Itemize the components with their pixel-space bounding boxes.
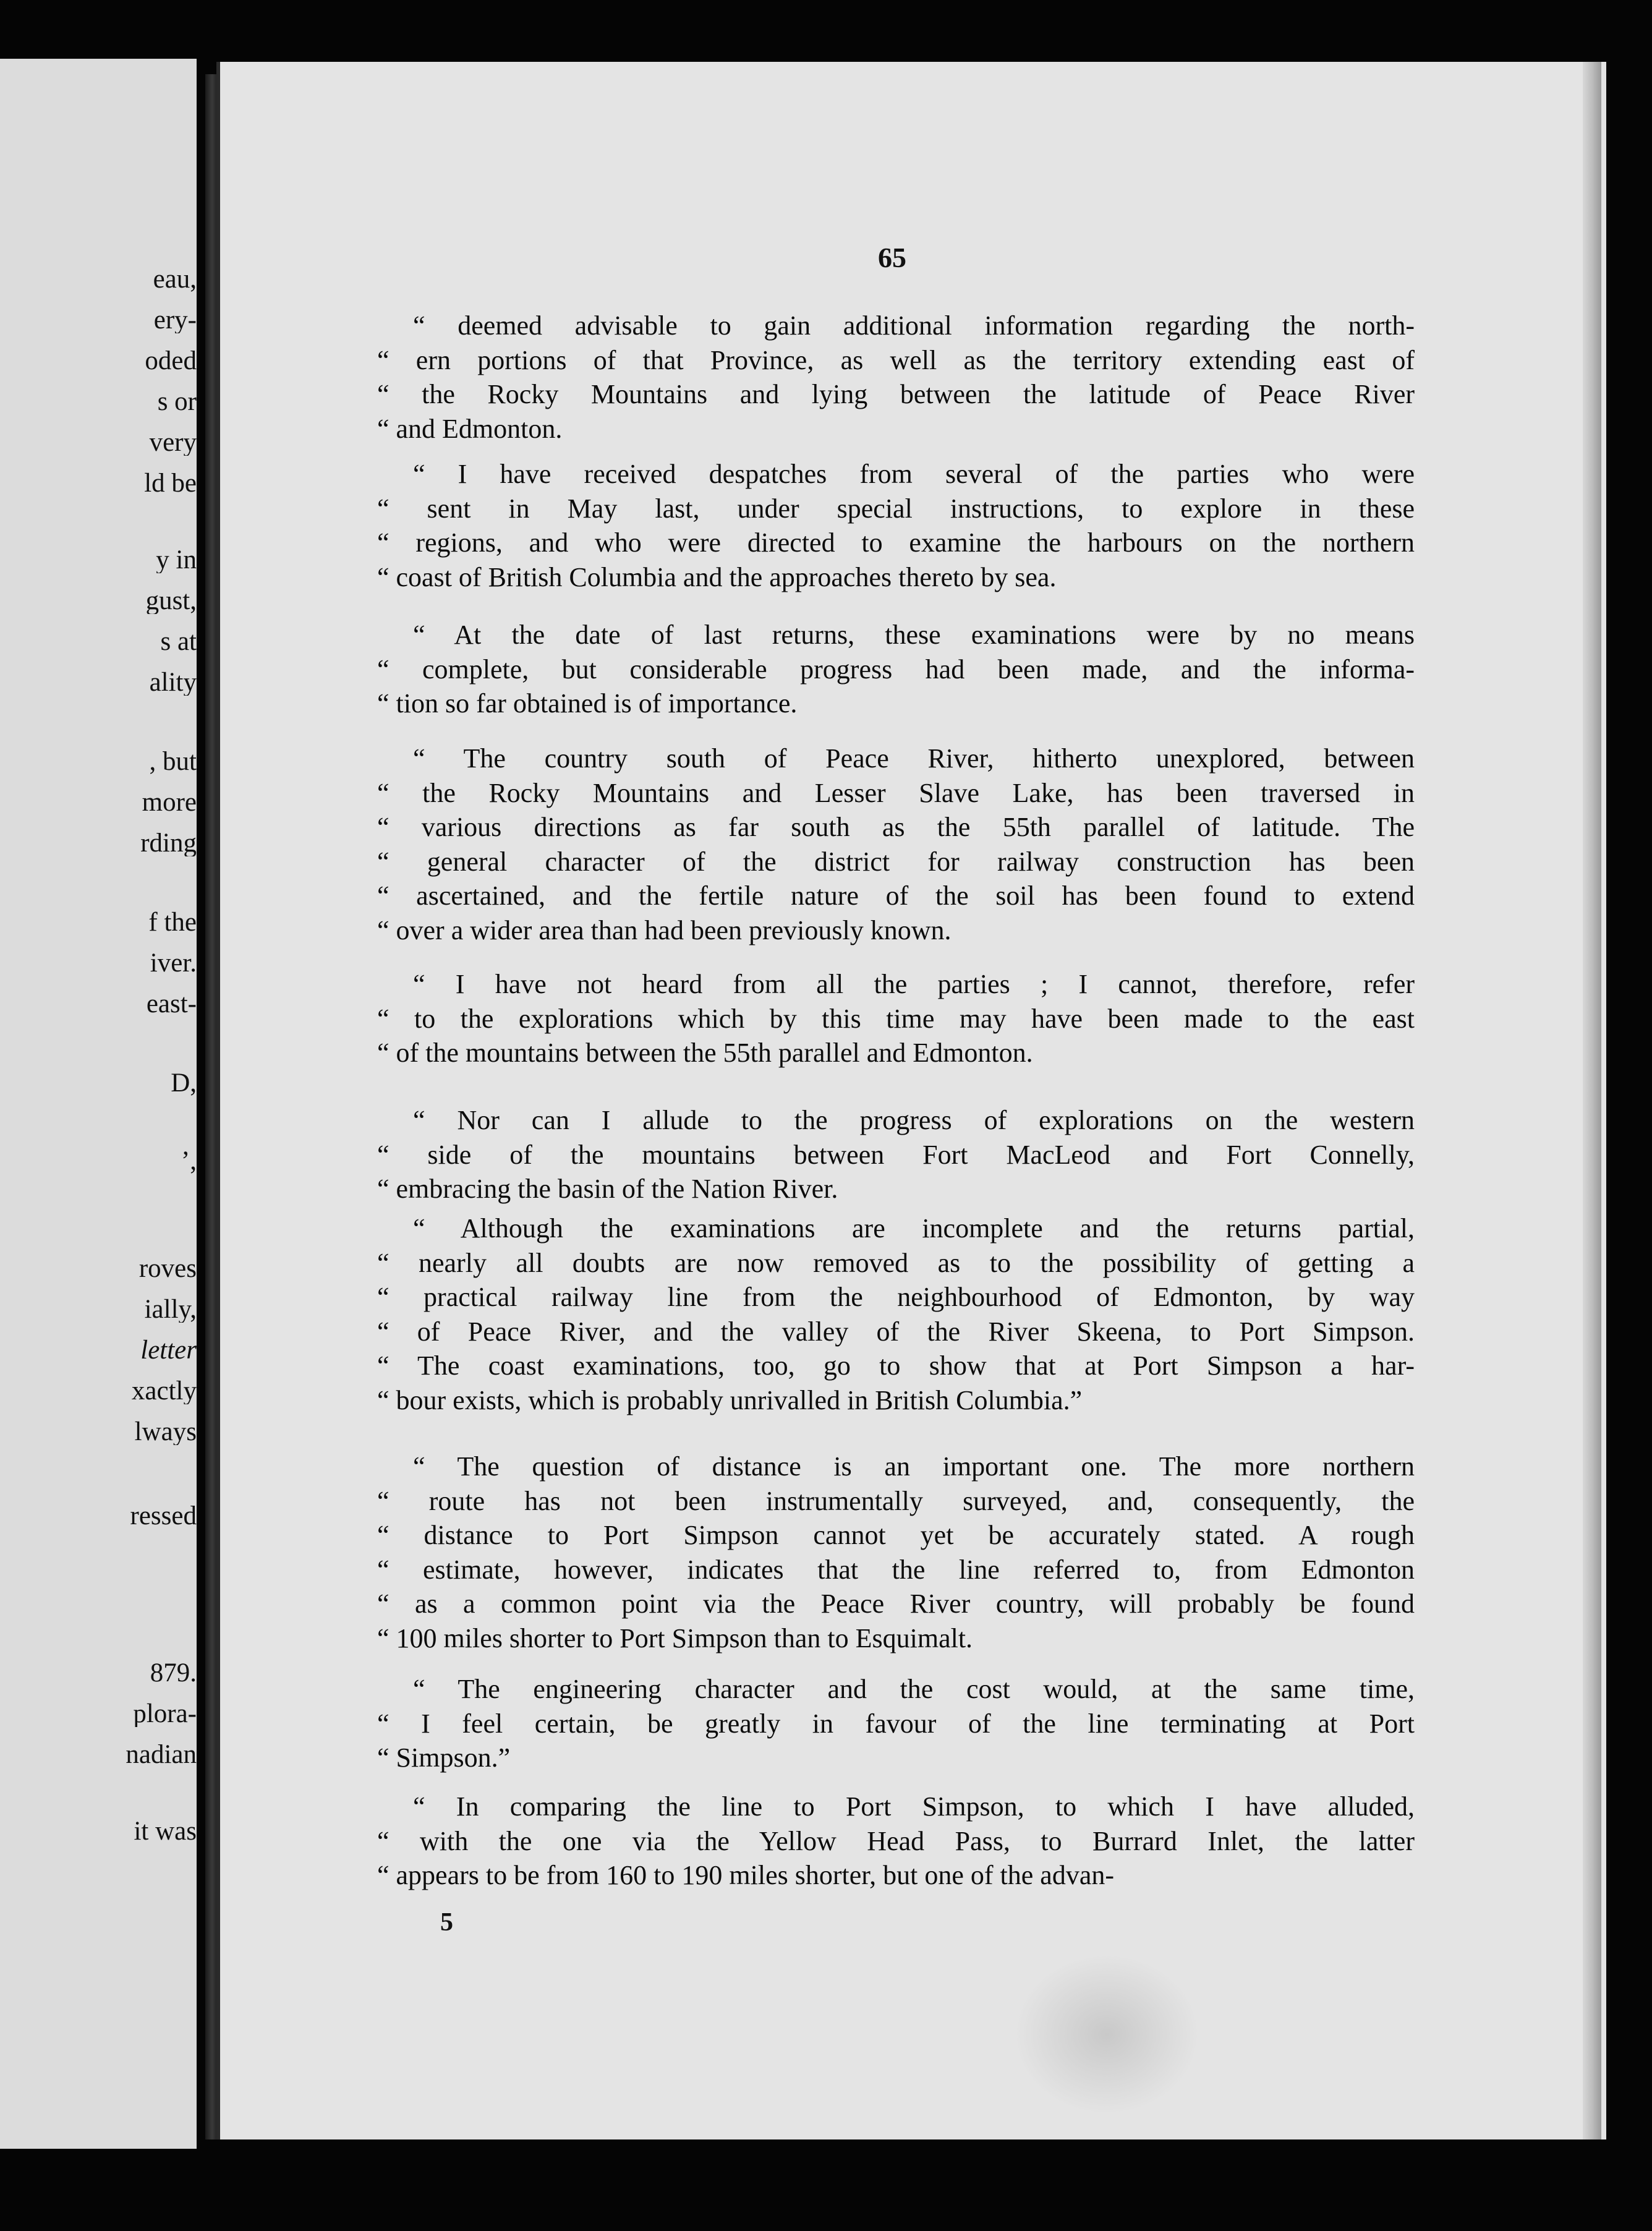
body-text-line: “ of Peace River, and the valley of the River Skeena, to Port Simpson. xyxy=(377,1316,1415,1347)
facing-page-fragment: oded xyxy=(145,348,197,374)
body-text-line: “ regions, and who were directed to examine the harbours on the northern xyxy=(377,527,1415,558)
facing-page-fragment: ery- xyxy=(153,307,197,333)
body-text-line: “ bour exists, which is probably unrivalled in British Columbia.” xyxy=(377,1385,1083,1415)
facing-page-fragment: very xyxy=(149,429,197,456)
body-text-line: “ side of the mountains between Fort MacLeod and Fort Connelly, xyxy=(377,1140,1415,1170)
body-text-line: “ 100 miles shorter to Port Simpson than to Esquimalt. xyxy=(377,1623,973,1653)
facing-page-fragment: s or xyxy=(157,388,197,415)
body-text-line: “ practical railway line from the neighbourhood of Edmonton, by way xyxy=(377,1282,1415,1312)
body-text-line: “ Nor can I allude to the progress of explorations on the western xyxy=(413,1105,1415,1135)
body-text-line: “ nearly all doubts are now removed as to the possibility of getting a xyxy=(377,1248,1415,1278)
body-text-line: “ estimate, however, indicates that the line referred to, from Edmonton xyxy=(377,1555,1415,1585)
body-text-line: “ to the explorations which by this time may have been made to the east xyxy=(377,1004,1415,1034)
body-text-line: “ The engineering character and the cost would, at the same time, xyxy=(413,1674,1415,1704)
body-text-line: “ I have not heard from all the parties ; I cannot, therefore, refer xyxy=(413,969,1415,999)
facing-page-fragment: more xyxy=(142,789,197,816)
facing-page-fragment: letter xyxy=(140,1337,197,1363)
body-text-line: “ the Rocky Mountains and Lesser Slave Lake, has been traversed in xyxy=(377,778,1415,808)
facing-page-fragment: gust, xyxy=(145,587,197,614)
body-text-line: “ complete, but considerable progress had been made, and the informa- xyxy=(377,654,1415,685)
page-number: 65 xyxy=(878,242,906,273)
signature-mark: 5 xyxy=(440,1908,453,1937)
body-text-line: “ The country south of Peace River, hitherto unexplored, between xyxy=(413,743,1415,774)
facing-page-fragment: iver. xyxy=(150,950,197,976)
body-text-line: “ distance to Port Simpson cannot yet be accurately stated. A rough xyxy=(377,1520,1415,1550)
facing-page-fragment: s at xyxy=(160,628,197,655)
facing-page-fragment: plora- xyxy=(133,1700,197,1727)
facing-page-fragment: roves xyxy=(138,1255,197,1282)
body-text-line: “ In comparing the line to Port Simpson, to which I have alluded, xyxy=(413,1791,1415,1822)
facing-page-fragment: rding xyxy=(140,830,197,856)
body-text-line: “ over a wider area than had been previously known. xyxy=(377,915,952,945)
facing-page-fragment: xactly xyxy=(131,1378,197,1404)
facing-page-fragment: ’, xyxy=(181,1148,197,1174)
body-text-line: “ I feel certain, be greatly in favour of the line terminating at Port xyxy=(377,1708,1415,1739)
body-text-line: “ The question of distance is an important one. The more northern xyxy=(413,1451,1415,1482)
facing-page-fragment: east- xyxy=(146,991,197,1017)
body-text-line: “ of the mountains between the 55th parallel and Edmonton. xyxy=(377,1038,1033,1068)
body-text-line: “ The coast examinations, too, go to show that at Port Simpson a har- xyxy=(377,1350,1415,1381)
facing-page-fragment: 879. xyxy=(150,1660,197,1686)
body-text-line: “ as a common point via the Peace River country, will probably be found xyxy=(377,1589,1415,1619)
facing-page-fragment: ality xyxy=(149,669,197,696)
facing-page-fragment: it was xyxy=(134,1818,197,1845)
facing-page-fragment: , but xyxy=(149,748,197,775)
body-text-line: “ and Edmonton. xyxy=(377,414,563,444)
body-text-line: “ I have received despatches from several of the parties who were xyxy=(413,459,1415,489)
facing-page-fragment: ially, xyxy=(144,1296,197,1323)
page-edge-shadow xyxy=(1583,62,1601,2139)
body-text-line: “ At the date of last returns, these examinations were by no means xyxy=(413,620,1415,650)
body-text-line: “ appears to be from 160 to 190 miles shorter, but one of the advan- xyxy=(377,1860,1115,1890)
body-text-line: “ with the one via the Yellow Head Pass, to Burrard Inlet, the latter xyxy=(377,1826,1415,1856)
facing-page-fragment: eau, xyxy=(153,266,197,292)
body-text-line: “ Although the examinations are incomplete and the returns partial, xyxy=(413,1213,1415,1243)
body-text-line: “ coast of British Columbia and the approaches thereto by sea. xyxy=(377,562,1057,592)
facing-page-fragment: y in xyxy=(156,547,197,573)
body-text-line: “ deemed advisable to gain additional information regarding the north- xyxy=(413,310,1415,341)
body-text-line: “ the Rocky Mountains and lying between the latitude of Peace River xyxy=(377,379,1415,409)
body-text-line: “ ern portions of that Province, as well as the territory extending east of xyxy=(377,345,1415,375)
facing-page-fragment: ld be xyxy=(144,470,197,497)
body-text-line: “ embracing the basin of the Nation River. xyxy=(377,1174,838,1204)
body-text-line: “ tion so far obtained is of importance. xyxy=(377,688,798,719)
facing-page-fragment: lways xyxy=(134,1418,197,1445)
facing-page-fragment: f the xyxy=(148,909,197,936)
body-text-line: “ general character of the district for railway construction has been xyxy=(377,847,1415,877)
body-text-line: “ route has not been instrumentally surveyed, and, consequently, the xyxy=(377,1486,1415,1516)
body-text-line: “ sent in May last, under special instructions, to explore in these xyxy=(377,493,1415,524)
body-text-line: “ Simpson.” xyxy=(377,1743,511,1773)
facing-page-fragment: nadian xyxy=(126,1741,197,1768)
body-text-line: “ ascertained, and the fertile nature of the soil has been found to extend xyxy=(377,881,1415,911)
body-text-line: “ various directions as far south as the 55th parallel of latitude. The xyxy=(377,812,1415,842)
facing-page-left xyxy=(0,59,197,2149)
facing-page-fragment: D, xyxy=(171,1070,197,1096)
paper-smudge xyxy=(1014,1954,1199,2115)
facing-page-fragment: ressed xyxy=(130,1503,197,1529)
